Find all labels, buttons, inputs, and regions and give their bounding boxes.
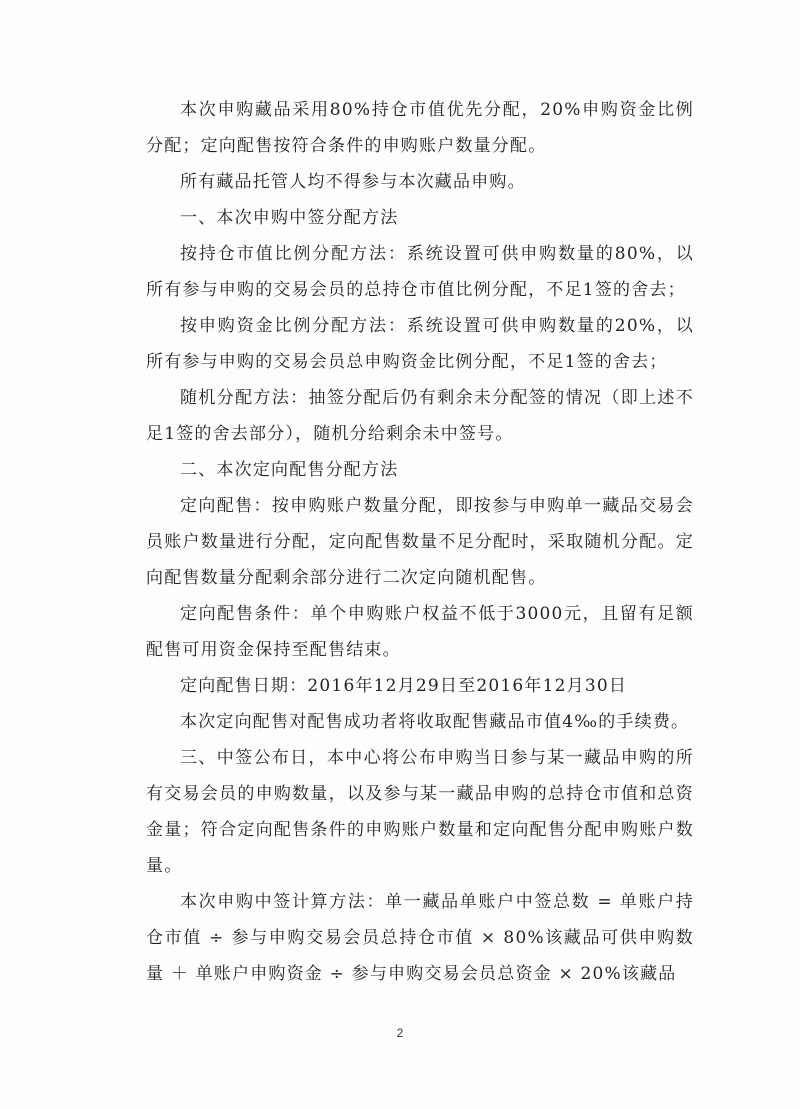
document-body [146,92,694,992]
section-heading-lottery-method: 一、本次申购中签分配方法 [180,208,399,228]
paragraph-custodian-exclusion: 所有藏品托管人均不得参与本次藏品申购。 [180,172,526,192]
page-number: 2 [396,1026,404,1040]
paragraph-directed-placement: 定向配售：按申购账户数量分配，即按参与申购单一藏品交易会员账户数量进行分配，定向配售数量不足分配时，采取随机分配。定向配售数量分配剩余部分进行二次定向随机配售。 [146,496,694,588]
paragraph-placement-fee: 本次定向配售对配售成功者将收取配售藏品市值4‰的手续费。 [180,712,690,732]
paragraph-placement-conditions: 定向配售条件：单个申购账户权益不低于3000元，且留有足额配售可用资金保持至配售结束。 [146,604,694,660]
paragraph-placement-dates: 定向配售日期：2016年12月29日至2016年12月30日 [180,676,628,696]
paragraph-fund-ratio-method: 按申购资金比例分配方法：系统设置可供申购数量的20%，以所有参与申购的交易会员总申购资金比例分配，不足1签的舍去； [146,316,694,372]
paragraph-allocation-ratio: 本次申购藏品采用80%持仓市值优先分配，20%申购资金比例分配；定向配售按符合条件的申购账户数量分配。 [146,100,694,156]
paragraph-random-method: 随机分配方法：抽签分配后仍有剩余未分配签的情况（即上述不足1签的舍去部分），随机分给剩余未中签号。 [146,388,694,444]
section-heading-directed-placement: 二、本次定向配售分配方法 [180,460,399,480]
section-heading-announcement: 三、中签公布日，本中心将公布申购当日参与某一藏品申购的所有交易会员的申购数量，以及参与某一藏品申购的总持仓市值和总资金量；符合定向配售条件的申购账户数量和定向配售分配申购账户数量。 [146,748,694,876]
paragraph-market-value-method: 按持仓市值比例分配方法：系统设置可供申购数量的80%，以所有参与申购的交易会员的总持仓市值比例分配，不足1签的舍去； [146,244,694,300]
paragraph-calculation-formula: 本次申购中签计算方法：单一藏品单账户中签总数 = 单账户持仓市值 ÷ 参与申购交易会员总持仓市值 × 80%该藏品可供申购数量 ＋ 单账户申购资金 ÷ 参与申购交易会员总资金 × 20%该藏品 [146,892,694,984]
